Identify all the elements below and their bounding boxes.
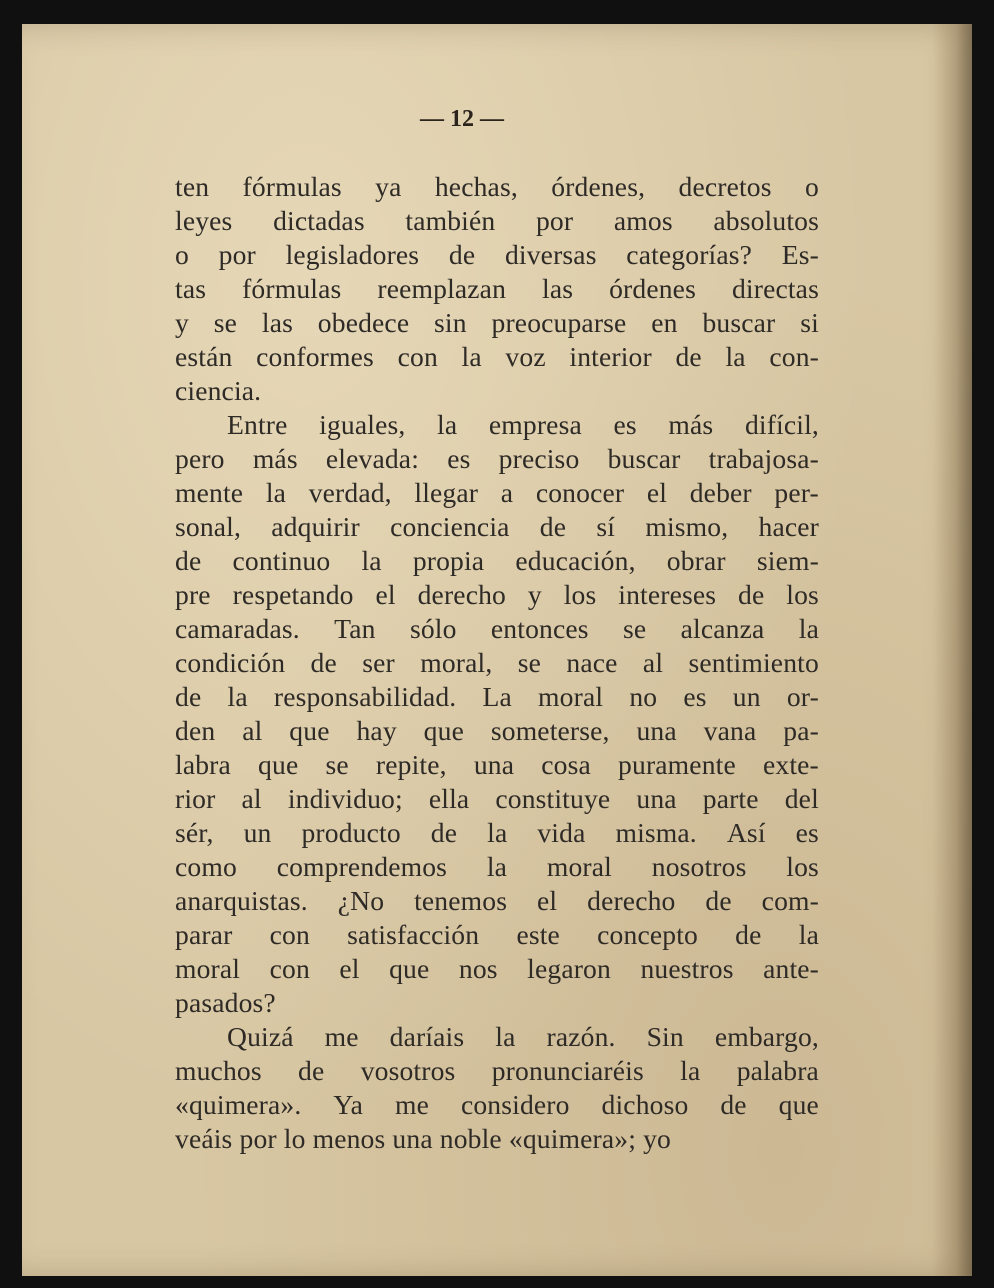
word: legisladores xyxy=(285,239,420,270)
word: se xyxy=(213,307,238,338)
word: tas xyxy=(175,273,207,304)
word: sí xyxy=(596,511,616,542)
word: un xyxy=(243,817,272,848)
word: es xyxy=(683,681,707,712)
word: que xyxy=(258,749,299,780)
word: con xyxy=(269,953,310,984)
word: Quizá xyxy=(227,1021,294,1052)
word: que xyxy=(289,715,330,746)
word: por xyxy=(218,239,256,270)
text-line xyxy=(175,918,819,952)
word: Así xyxy=(726,817,766,848)
word: con xyxy=(269,919,310,950)
word: parar xyxy=(175,919,233,950)
word: me xyxy=(395,1089,430,1120)
page-gutter-shadow xyxy=(932,24,972,1276)
paragraph xyxy=(175,170,819,408)
word: puramente xyxy=(618,749,736,780)
word: más xyxy=(252,443,298,474)
word: moral xyxy=(546,851,612,882)
word: de xyxy=(175,545,202,576)
word: se xyxy=(517,647,542,678)
word: un xyxy=(732,681,761,712)
word: moral, xyxy=(420,647,493,678)
word: vida xyxy=(537,817,586,848)
word: Entre xyxy=(227,409,288,440)
word: obrar xyxy=(666,545,726,576)
word: condición xyxy=(175,647,286,678)
word: de xyxy=(539,511,567,542)
word: ya xyxy=(375,171,402,202)
text-line xyxy=(175,340,819,374)
word: conocer xyxy=(535,477,625,508)
word: Sin xyxy=(646,1021,684,1052)
word: amos xyxy=(613,205,673,236)
word: nuestros xyxy=(640,953,734,984)
word: el xyxy=(375,579,396,610)
word: que xyxy=(423,715,464,746)
word: la xyxy=(487,817,508,848)
word: una xyxy=(636,715,677,746)
text-line xyxy=(175,782,819,816)
text-line xyxy=(175,612,819,646)
word: el xyxy=(646,477,668,508)
word: la xyxy=(265,477,287,508)
text-line xyxy=(175,238,819,272)
word: de xyxy=(448,239,476,270)
word: cosa xyxy=(541,749,591,780)
word: también xyxy=(405,205,496,236)
word: la xyxy=(486,851,508,882)
word: entonces xyxy=(490,613,589,644)
word: rior xyxy=(175,783,216,814)
word: reemplazan xyxy=(377,273,507,304)
word: responsabilidad. xyxy=(273,681,457,712)
word: de xyxy=(310,647,337,678)
word: constituye xyxy=(495,783,611,814)
word: me xyxy=(324,1021,359,1052)
word: muchos xyxy=(175,1055,262,1086)
word: del xyxy=(784,783,819,814)
word: dictadas xyxy=(273,205,365,236)
word: nace xyxy=(566,647,618,678)
word: derecho xyxy=(417,579,506,610)
word: camaradas. xyxy=(175,613,300,644)
word: o xyxy=(175,239,189,270)
word: la xyxy=(361,545,382,576)
word: individuo; xyxy=(287,783,403,814)
word: difícil, xyxy=(744,409,819,440)
text-line xyxy=(175,578,819,612)
word: mismo, xyxy=(645,511,729,542)
word: que xyxy=(389,953,430,984)
text-line xyxy=(175,510,819,544)
word: al xyxy=(241,783,262,814)
word: se xyxy=(325,749,349,780)
word: someterse, xyxy=(490,715,610,746)
word: intereses xyxy=(618,579,717,610)
text-line xyxy=(175,680,819,714)
word: den xyxy=(175,715,216,746)
text-line xyxy=(175,850,819,884)
word: la xyxy=(461,341,482,372)
word: Tan xyxy=(334,613,376,644)
word: de xyxy=(738,579,765,610)
word: que xyxy=(778,1089,819,1120)
word: deber xyxy=(689,477,752,508)
word: es xyxy=(795,817,819,848)
word: los xyxy=(786,851,819,882)
text-line xyxy=(175,748,819,782)
word: anarquistas. xyxy=(175,885,308,916)
text-line: ciencia. xyxy=(175,375,262,406)
word: labra xyxy=(175,749,231,780)
word: elevada: xyxy=(325,443,420,474)
word: hechas, xyxy=(434,171,518,202)
word: la xyxy=(798,613,819,644)
paragraph xyxy=(175,408,819,1020)
word: la xyxy=(495,1021,516,1052)
text-line xyxy=(175,272,819,306)
word: ten xyxy=(175,171,210,202)
word: decretos xyxy=(678,171,772,202)
text-line xyxy=(175,1054,819,1088)
word: razón. xyxy=(546,1021,616,1052)
word: or- xyxy=(786,681,819,712)
word: dichoso xyxy=(601,1089,689,1120)
word: com- xyxy=(761,885,819,916)
text-line xyxy=(175,408,819,442)
text-line xyxy=(175,714,819,748)
word: comprendemos xyxy=(276,851,448,882)
word: trabajosa- xyxy=(708,443,819,474)
word: buscar xyxy=(607,443,681,474)
word: las xyxy=(542,273,574,304)
word: de xyxy=(720,1089,747,1120)
word: mente xyxy=(175,477,244,508)
word: en xyxy=(651,307,678,338)
page-number: — 12 — xyxy=(420,106,504,132)
text-line xyxy=(175,170,819,204)
word: están xyxy=(175,341,233,372)
text-line xyxy=(175,952,819,986)
word: repite, xyxy=(375,749,447,780)
word: moral xyxy=(538,681,604,712)
word: los xyxy=(563,579,597,610)
text-line xyxy=(175,1088,819,1122)
word: con xyxy=(397,341,438,372)
word: la xyxy=(725,341,746,372)
word: La xyxy=(482,681,512,712)
text-line: veáis por lo menos una noble «quimera»; yo xyxy=(175,1123,671,1154)
word: llegar xyxy=(414,477,479,508)
word: hay xyxy=(356,715,397,746)
word: el xyxy=(537,885,558,916)
word: daríais xyxy=(389,1021,465,1052)
word: órdenes xyxy=(609,273,696,304)
text-line xyxy=(175,646,819,680)
word: voz xyxy=(505,341,546,372)
word: al xyxy=(242,715,263,746)
word: de xyxy=(675,341,702,372)
word: moral xyxy=(175,953,241,984)
word: propia xyxy=(412,545,485,576)
word: ser xyxy=(362,647,395,678)
word: al xyxy=(642,647,664,678)
word: categorías? xyxy=(626,239,753,270)
word: parte xyxy=(702,783,759,814)
word: una xyxy=(636,783,677,814)
word: si xyxy=(800,307,819,338)
word: concepto xyxy=(597,919,698,950)
word: de xyxy=(298,1055,325,1086)
word: como xyxy=(175,851,237,882)
word: respetando xyxy=(232,579,354,610)
word: sentimiento xyxy=(688,647,819,678)
word: de xyxy=(735,919,762,950)
word: considero xyxy=(460,1089,570,1120)
word: la xyxy=(680,1055,701,1086)
word: embargo, xyxy=(714,1021,819,1052)
word: derecho xyxy=(587,885,676,916)
text-line xyxy=(175,1020,819,1054)
word: a xyxy=(500,477,514,508)
word: hacer xyxy=(758,511,819,542)
word: el xyxy=(339,953,360,984)
word: continuo xyxy=(232,545,331,576)
word: nos xyxy=(458,953,498,984)
word: pre xyxy=(175,579,211,610)
word: o xyxy=(804,171,819,202)
word: Es- xyxy=(781,239,819,270)
text-line xyxy=(175,442,819,476)
word: alcanza xyxy=(680,613,765,644)
word: pero xyxy=(175,443,225,474)
word: más xyxy=(668,409,714,440)
word: tenemos xyxy=(414,885,508,916)
word: verdad, xyxy=(308,477,392,508)
word: producto xyxy=(301,817,401,848)
word: por xyxy=(535,205,574,236)
word: se xyxy=(623,613,647,644)
word: iguales, xyxy=(319,409,406,440)
word: las xyxy=(261,307,293,338)
word: la xyxy=(437,409,458,440)
word: Ya xyxy=(333,1089,364,1120)
word: preciso xyxy=(498,443,580,474)
text-line xyxy=(175,476,819,510)
word: de xyxy=(430,817,458,848)
word: de xyxy=(705,885,732,916)
word: palabra xyxy=(736,1055,819,1086)
word: una xyxy=(473,749,515,780)
word: vana xyxy=(703,715,757,746)
word: siem- xyxy=(756,545,819,576)
word: es xyxy=(447,443,471,474)
word: misma. xyxy=(615,817,697,848)
word: satisfacción xyxy=(347,919,480,950)
word: ella xyxy=(428,783,470,814)
word: sólo xyxy=(409,613,457,644)
text-line: pasados? xyxy=(175,987,276,1018)
word: buscar xyxy=(702,307,776,338)
word: con- xyxy=(769,341,819,372)
word: es xyxy=(613,409,637,440)
text-line xyxy=(175,544,819,578)
book-page xyxy=(22,24,972,1276)
word: sér, xyxy=(175,817,214,848)
word: obedece xyxy=(317,307,410,338)
word: y xyxy=(527,579,542,610)
word: per- xyxy=(774,477,819,508)
word: sonal, xyxy=(175,511,242,542)
body-text xyxy=(175,170,819,1156)
word: la xyxy=(227,681,248,712)
word: de xyxy=(175,681,202,712)
word: la xyxy=(798,919,819,950)
text-line xyxy=(175,306,819,340)
word: adquirir xyxy=(271,511,360,542)
text-line xyxy=(175,884,819,918)
word: órdenes, xyxy=(551,171,646,202)
word: diversas xyxy=(504,239,597,270)
word: sin xyxy=(434,307,467,338)
text-line xyxy=(175,204,819,238)
word: no xyxy=(629,681,658,712)
word: fórmulas xyxy=(242,273,342,304)
word: nosotros xyxy=(651,851,747,882)
word: empresa xyxy=(488,409,582,440)
word: «quimera». xyxy=(175,1089,302,1120)
word: pa- xyxy=(783,715,819,746)
word: legaron xyxy=(527,953,611,984)
word: ante- xyxy=(763,953,819,984)
word: este xyxy=(516,919,560,950)
word: absolutos xyxy=(713,205,819,236)
word: preocuparse xyxy=(491,307,627,338)
word: ¿No xyxy=(337,885,385,916)
word: los xyxy=(786,579,819,610)
word: pronunciaréis xyxy=(491,1055,644,1086)
word: conformes xyxy=(256,341,374,372)
word: leyes xyxy=(175,205,233,236)
word: fórmulas xyxy=(242,171,342,202)
word: y xyxy=(175,307,189,338)
text-line xyxy=(175,816,819,850)
word: exte- xyxy=(763,749,819,780)
word: educación, xyxy=(515,545,636,576)
word: vosotros xyxy=(360,1055,456,1086)
paragraph xyxy=(175,1020,819,1156)
word: interior xyxy=(569,341,652,372)
word: conciencia xyxy=(390,511,510,542)
word: directas xyxy=(731,273,819,304)
